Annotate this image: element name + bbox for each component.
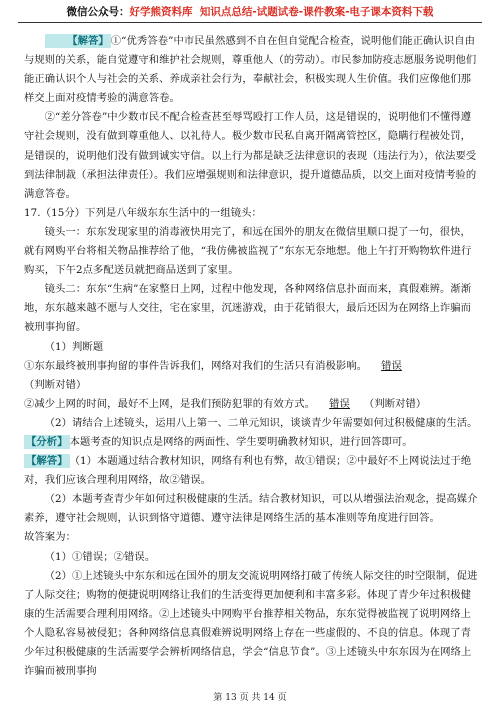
solution-tag: 【解答】 (26, 455, 68, 468)
solution-part-2: （2）本题考查青少年如何过积极健康的生活。结合教材知识，可以从增强法治观念，提高媒介素养，遵守社会规则，认识到恪守道德、遵守法律是网络生活的基本准则等角度进行回答。 (24, 493, 478, 525)
scene-one: 镜头一：东东发现家里的消毒液快用完了，和远在国外的朋友在微信里顺口提了一句，很快，就有网购平台将相关物品推荐给了他，“我仿佛被监视了”东东无奈地想。他上午打开购物软件进行购买，下午2点多配送员就把商品送到了家里。 (24, 225, 472, 277)
answer-paragraph-1: 【解答】 ①“优秀答卷”中市民虽然感到不自在但自觉配合检查，说明他们能正确认识自由与规则的关系，能自觉遵守和维护社会规则，尊重他人（的劳动）。市民参加防疫志愿服务说明他们能正确认识个人与社会的关系、养成亲社会行为，奉献社会，积极实现人生价值。我们应像他们那样交上面对疫情考验的满意答卷。 (24, 35, 477, 105)
solution-paragraph: 【解答】 （1）本题通过结合教材知识，网络有利也有弊，故①错误；②中最好不上网说法过于绝对，我们应该合理利用网络，故②错误。 (24, 455, 472, 487)
answer-part-1: （1）①错误；②错误。 (44, 550, 156, 563)
answer-heading: 故答案为： (24, 531, 76, 544)
page-number: 第 13 页 共 14 页 (213, 693, 287, 703)
analysis-tag: 【分析】 (26, 435, 68, 448)
header-brand: 好学熊资料库 (129, 6, 193, 18)
answer-tag: 【解答】 (45, 34, 111, 48)
document-body (24, 32, 478, 681)
judgement-1: ①东东最终被刑事拘留的事件告诉我们，网络对我们的生活只有消极影响。 错误（判断对错） (24, 357, 478, 395)
scene-two: 镜头二：东东“生病”在家整日上网，过程中他发现，各种网络信息扑面而来，真假难辨。渐渐地，东东越来越不愿与人交往，宅在家里，沉迷游戏，由于花销很大，最后还因为在网络上诈骗而被刑事拘留。 (24, 283, 472, 334)
header-divider (18, 22, 482, 23)
analysis-paragraph: 【分析】 本题考查的知识点是网络的两面性、学生要明确教材知识，进行回答即可。 (26, 435, 413, 448)
judgement-1-answer: 错误 (381, 359, 402, 372)
sub-question-1: （1）判断题 (44, 340, 104, 353)
judgement-2: ②减少上网的时间，最好不上网，是我们预防犯罪的有效方式。 错误 （判断对错） (24, 397, 427, 410)
answer-part-2: （2）①上述镜头中东东和远在国外的朋友交流说明网络打破了传统人际交往的时空限制，促进了人际交往；购物的便捷说明网络让我们的生活变得更加便利和丰富多彩。体现了青少年过积极健康的生活需要合理利用网络。②上述镜头中网购平台推荐相关物品，东东觉得被监视了说明网络上个人隐私容易被侵犯；各种网络信息真假难辨说明网络上存在一些虚假的、不良的信息。体现了青少年过积极健康的生活需要学会辨析网络信息，学会“信息节食”。③上述镜头中东东因为在网络上诈骗而被刑事拘 (24, 569, 478, 678)
answer-paragraph-2: ②“差分答卷”中少数市民不配合检查甚至辱骂殴打工作人员，这是错误的，说明他们不懂得遵守社会规则，没有做到尊重他人、以礼待人。极少数市民私自离开隔离管控区，隐瞒行程被处罚，是错误的，说明他们没有做到诚实守信。以上行为都是缺乏法律意识的表现（违法行为），依法要受到法律制裁（承担法律责任）。我们应增强规则和法律意识，提升道德品质，以交上面对疫情考验的满意答卷。 (24, 111, 477, 200)
sub-question-2: （2）请结合上述镜头，运用八上第一、二单元知识，谈谈青少年需要如何过积极健康的生活。 (44, 416, 478, 429)
header-banner (0, 4, 500, 19)
question-17-title: 17.（15分）下列是八年级东东生活中的一组镜头： (24, 206, 262, 219)
judgement-2-answer: 错误 (329, 397, 350, 410)
header-label: 微信公众号： (66, 6, 130, 18)
header-slogan: 知识点总结-试题试卷-课件教案-电子课本资料下载 (199, 6, 434, 18)
